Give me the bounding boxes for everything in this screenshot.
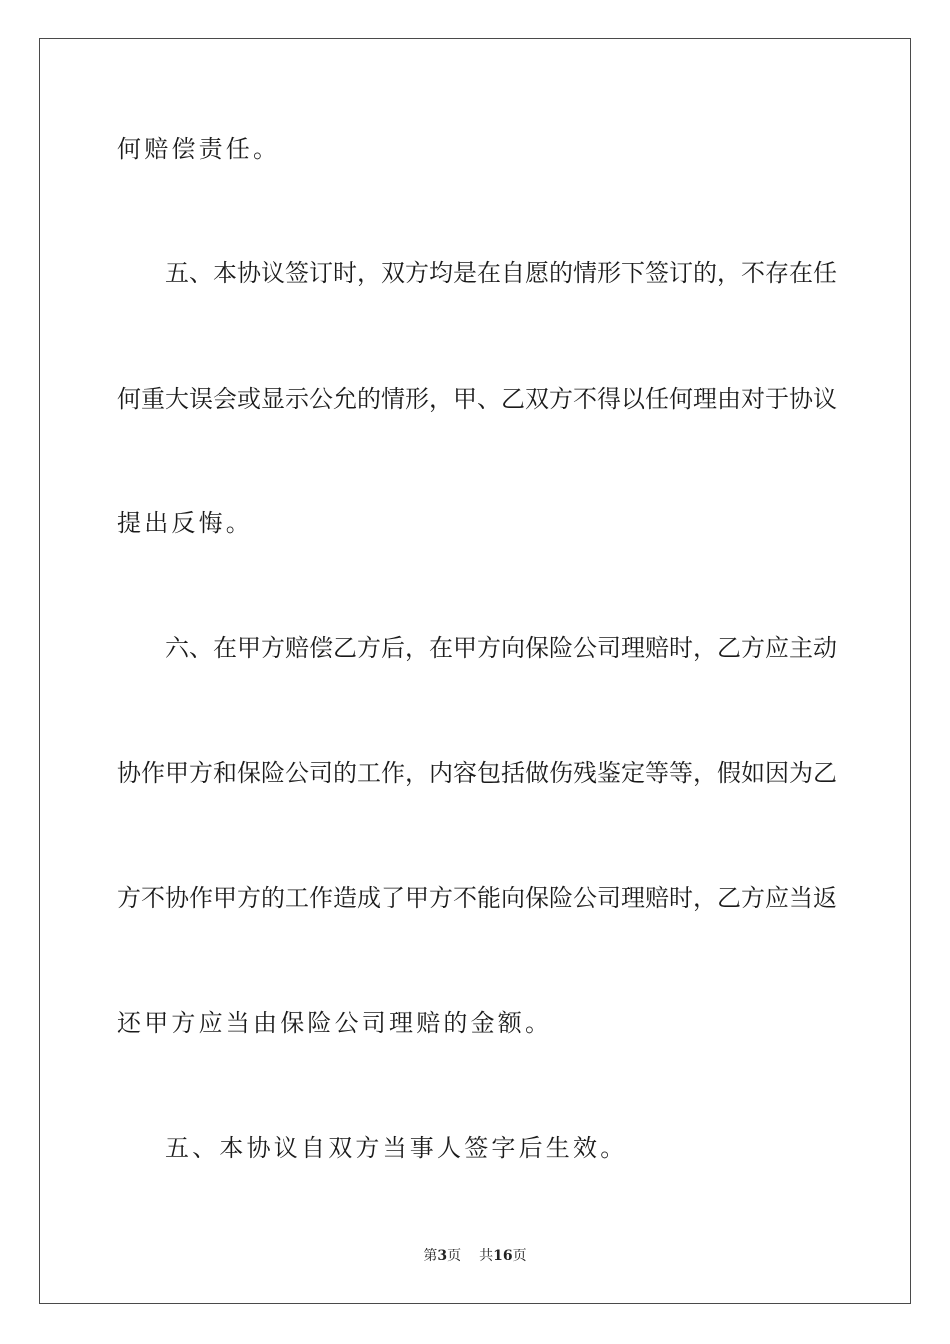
page-footer [0,1247,950,1265]
page-frame [39,38,911,1304]
total-prefix: 共 [479,1248,494,1264]
paragraph-line: 方不协作甲方的工作造成了甲方不能向保险公司理赔时，乙方应当返 [117,884,837,912]
page-number: 3 [437,1248,448,1264]
paragraph-line: 何赔偿责任。 [117,135,281,163]
paragraph-line: 提出反悔。 [117,509,253,537]
paragraph-line: 何重大误会或显示公允的情形，甲、乙双方不得以任何理由对于协议 [117,385,837,413]
paragraph-line: 六、在甲方赔偿乙方后，在甲方向保险公司理赔时，乙方应主动 [165,634,837,662]
total-suffix: 页 [512,1248,527,1264]
paragraph-line: 五、本协议签订时，双方均是在自愿的情形下签订的，不存在任 [165,259,837,287]
page-suffix: 页 [447,1248,462,1264]
page-prefix: 第 [423,1248,438,1264]
paragraph-line: 还甲方应当由保险公司理赔的金额。 [117,1009,553,1037]
paragraph-line: 协作甲方和保险公司的工作，内容包括做伤残鉴定等等，假如因为乙 [117,759,837,787]
total-pages: 16 [493,1248,513,1264]
paragraph-line: 五、本协议自双方当事人签字后生效。 [165,1134,628,1162]
